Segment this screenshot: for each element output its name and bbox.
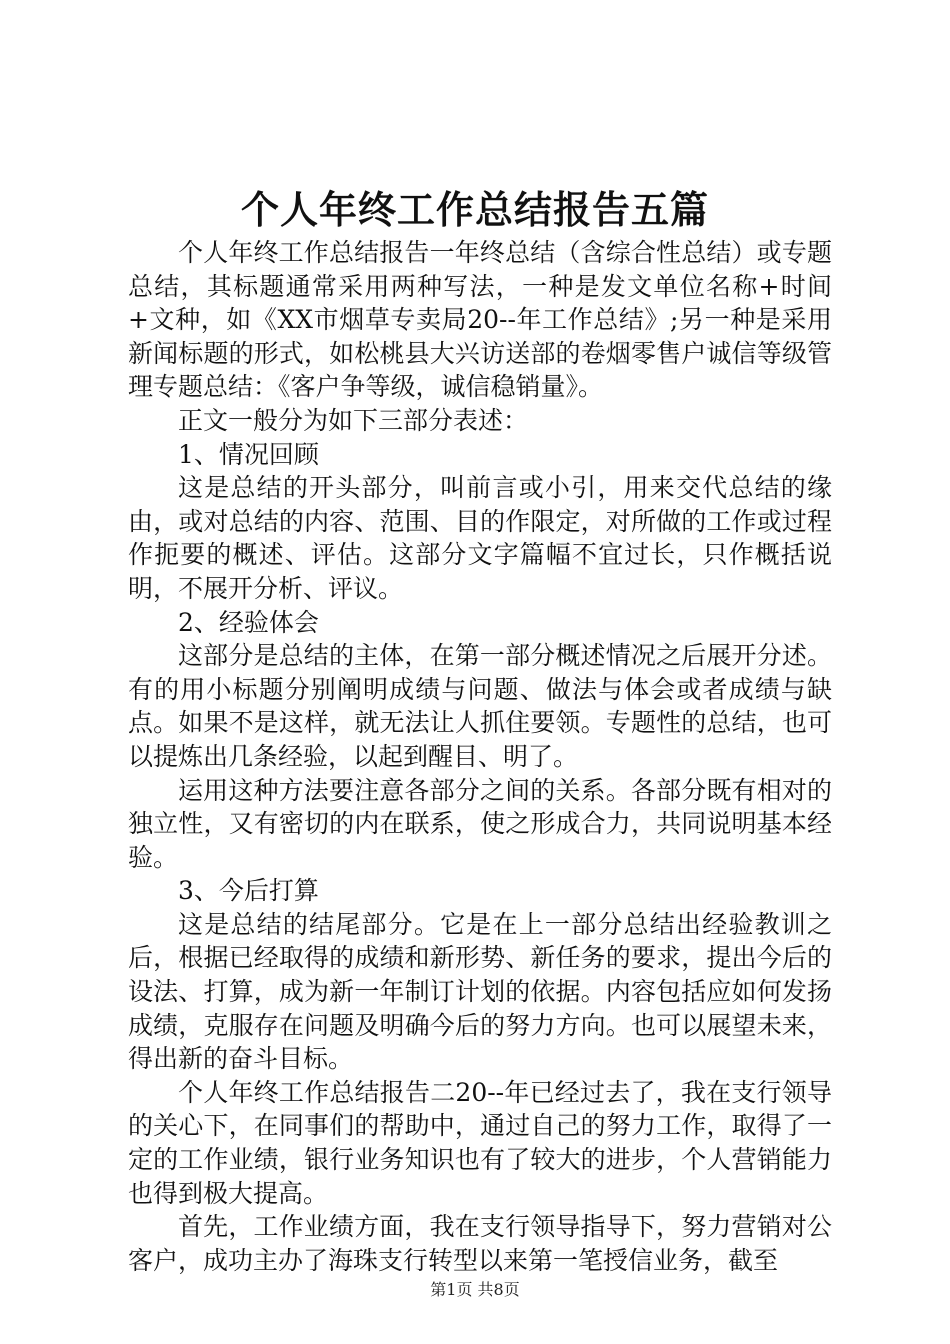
paragraph: 首先，工作业绩方面，我在支行领导指导下，努力营销对公客户，成功主办了海珠支行转型以来第一笔授信业务，截至 xyxy=(128,1212,832,1275)
paragraph: 这部分是总结的主体，在第一部分概述情况之后展开分述。有的用小标题分别阐明成绩与问题、做法与体会或者成绩与缺点。如果不是这样，就无法让人抓住要领。专题性的总结，也可以提炼出几条经验，以起到醒目、明了。 xyxy=(128,641,832,771)
page-number: 第1页 共8页 xyxy=(430,1280,520,1299)
paragraph: 这是总结的开头部分，叫前言或小引，用来交代总结的缘由，或对总结的内容、范围、目的作限定，对所做的工作或过程作扼要的概述、评估。这部分文字篇幅不宜过长，只作概括说明，不展开分析、评议。 xyxy=(128,473,832,603)
document-title: 个人年终工作总结报告五篇 xyxy=(240,187,709,232)
section-heading: 1、情况回顾 xyxy=(178,439,319,469)
document-body xyxy=(128,236,832,1277)
section-heading: 2、经验体会 xyxy=(178,607,319,637)
paragraph: 个人年终工作总结报告一年终总结（含综合性总结）或专题总结，其标题通常采用两种写法，一种是发文单位名称+时间+文种，如《XX市烟草专卖局20--年工作总结》;另一种是采用新闻标题的形式，如松桃县大兴访送部的卷烟零售户诚信等级管理专题总结：《客户争等级，诚信稳销量》。 xyxy=(128,238,832,402)
paragraph: 运用这种方法要注意各部分之间的关系。各部分既有相对的独立性，又有密切的内在联系，使之形成合力，共同说明基本经验。 xyxy=(128,775,832,872)
section-heading: 3、今后打算 xyxy=(178,876,319,906)
paragraph: 这是总结的结尾部分。它是在上一部分总结出经验教训之后，根据已经取得的成绩和新形势、新任务的要求，提出今后的设法、打算，成为新一年制订计划的依据。内容包括应如何发扬成绩，克服存在问题及明确今后的努力方向。也可以展望未来，得出新的奋斗目标。 xyxy=(128,909,832,1074)
paragraph: 个人年终工作总结报告二20--年已经过去了，我在支行领导的关心下，在同事们的帮助中，通过自己的努力工作，取得了一定的工作业绩，银行业务知识也有了较大的进步，个人营销能力也得到极大提高。 xyxy=(128,1077,832,1208)
paragraph: 正文一般分为如下三部分表述： xyxy=(178,405,529,435)
